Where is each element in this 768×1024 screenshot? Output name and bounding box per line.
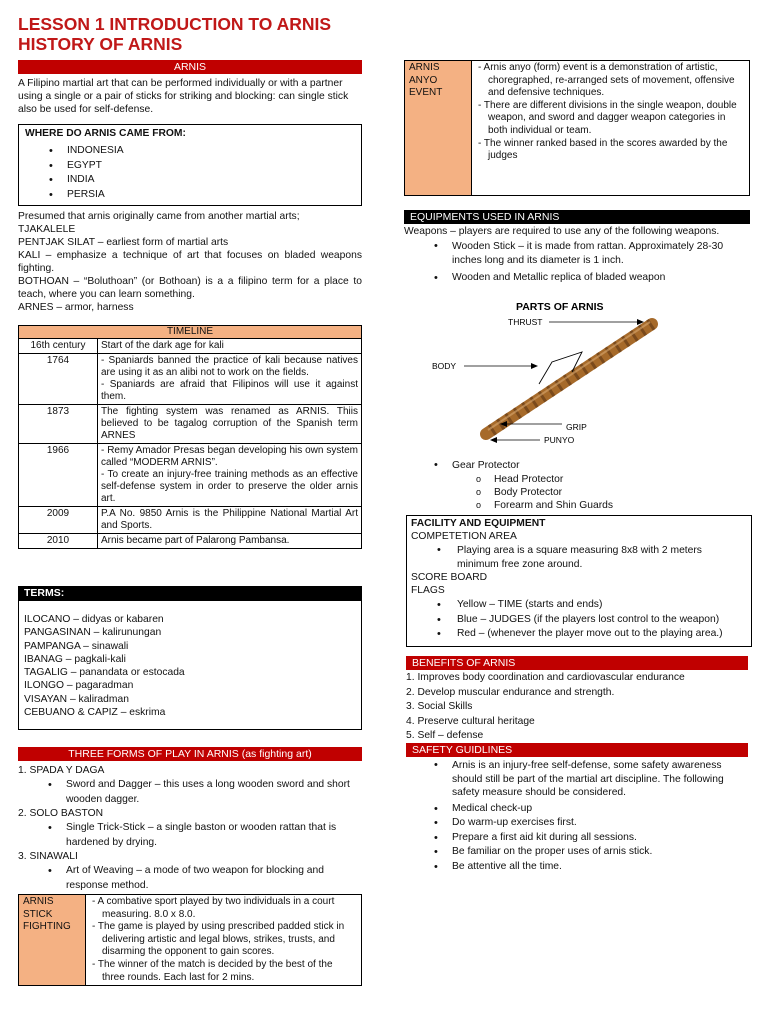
form-heading: 1. SPADA Y DAGA bbox=[18, 765, 105, 776]
terms-list bbox=[19, 601, 361, 719]
safety-item: • Be familiar on the proper uses of arnis stick. bbox=[404, 845, 750, 860]
flag-item: • Yellow – TIME (starts and ends) bbox=[407, 598, 751, 613]
term-item: TAGALIG – panandata or estocada bbox=[24, 667, 185, 679]
gear-list bbox=[404, 459, 750, 472]
safety-bar: SAFETY GUIDLINES bbox=[406, 743, 748, 757]
presumed-text: Presumed that arnis originally came from another martial arts; bbox=[18, 211, 300, 222]
bothoan-text: BOTHOAN – “Boluthoan” (or Bothoan) is a a filipino term for a place to teach, where you can learn something. bbox=[18, 276, 362, 300]
lesson-title bbox=[18, 14, 331, 54]
form-desc-list bbox=[18, 821, 362, 850]
safety-item: • Arnis is an injury-free self-defense, some safety awareness should still be part of the martial art discipline. The following safety measure should be considered. bbox=[404, 759, 750, 800]
event-item: - A combative sport played by two individuals in a court measuring. 8.0 x 8.0. bbox=[92, 896, 335, 920]
benefits-bar: BENEFITS OF ARNIS bbox=[406, 656, 748, 670]
event-item: - The winner of the match is decided by the best of the three rounds. Each last for 2 mins. bbox=[92, 958, 333, 983]
term-item: PANGASINAN – kalirunungan bbox=[24, 627, 162, 639]
body-label: BODY bbox=[432, 361, 457, 371]
grip-label: GRIP bbox=[566, 422, 587, 432]
form-desc-list bbox=[18, 778, 362, 807]
form-desc: • Sword and Dagger – this uses a long wooden sword and short wooden dagger. bbox=[18, 778, 362, 807]
forms-bar: THREE FORMS OF PLAY IN ARNIS (as fighting art) bbox=[18, 747, 362, 761]
timeline-year: 2009 bbox=[19, 507, 98, 534]
safety-item: • Medical check-up bbox=[404, 802, 750, 817]
timeline-year: 16th century bbox=[19, 339, 98, 354]
terms-box bbox=[18, 600, 362, 730]
terms-bar: TERMS: bbox=[18, 586, 362, 600]
term-item: CEBUANO & CAPIZ – eskrima bbox=[24, 707, 166, 719]
stick-shape bbox=[486, 324, 652, 434]
kali-text: KALI – emphasize a technique of art that focuses on bladed weapons fighting. bbox=[18, 250, 362, 274]
timeline-text: Start of the dark age for kali bbox=[98, 339, 362, 354]
equipment-bar: EQUIPMENTS USED IN ARNIS bbox=[404, 210, 750, 224]
benefit-item: 2. Develop muscular endurance and strength. bbox=[406, 686, 615, 698]
anyo-event-table bbox=[404, 60, 750, 196]
term-item: ILOCANO – didyas or kabaren bbox=[24, 614, 164, 625]
weapons-list bbox=[404, 240, 750, 286]
origin-item: • INDIA bbox=[19, 173, 361, 188]
term-item: PAMPANGA – sinawali bbox=[24, 640, 129, 652]
facility-heading: FACILITY AND EQUIPMENT bbox=[411, 518, 546, 529]
area-desc: • Playing area is a square measuring 8x8 with 2 meters minimum free zone around. bbox=[407, 544, 751, 571]
safety-item: • Be attentive all the time. bbox=[404, 860, 750, 875]
timeline-year: 2010 bbox=[19, 534, 98, 549]
benefit-item: 5. Self – defense bbox=[406, 730, 484, 741]
timeline-header: TIMELINE bbox=[18, 325, 362, 339]
area-list bbox=[407, 544, 751, 571]
gear-items bbox=[404, 473, 750, 512]
anyo-event-label: ARNIS ANYO EVENT bbox=[405, 61, 472, 196]
flag-item: • Red – (whenever the player move out to the playing area.) bbox=[407, 627, 751, 642]
timeline-row bbox=[19, 339, 362, 354]
gear-protector: • Gear Protector bbox=[404, 459, 750, 472]
punyo-arrowhead bbox=[490, 437, 497, 443]
thrust-label: THRUST bbox=[508, 317, 543, 327]
safety-item: • Prepare a first aid kit during all sessions. bbox=[404, 831, 750, 846]
arnes-text: ARNES – armor, harness bbox=[18, 302, 134, 313]
timeline-table-wrap bbox=[18, 325, 362, 549]
timeline-year: 1764 bbox=[19, 354, 98, 405]
term-item: ILONGO – pagaradman bbox=[24, 680, 134, 692]
weapon-item: • Wooden and Metallic replica of bladed weapon bbox=[404, 271, 750, 286]
anyo-event-body bbox=[472, 61, 750, 196]
benefit-item: 3. Social Skills bbox=[406, 701, 473, 712]
form-heading: 3. SINAWALI bbox=[18, 851, 78, 862]
body-arrowhead bbox=[531, 363, 538, 369]
timeline-row bbox=[19, 534, 362, 549]
forms-list bbox=[18, 764, 362, 893]
timeline-year: 1966 bbox=[19, 444, 98, 507]
gear-item: o Head Protector bbox=[404, 473, 750, 486]
timeline-text: - Remy Amador Presas began developing his own system called “MODERM ARNIS”. - To create an injury-free training methods as an effective self-defense system in order to preserve the older arnis art. bbox=[98, 444, 362, 507]
score-board: SCORE BOARD bbox=[411, 572, 488, 583]
punyo-label: PUNYO bbox=[544, 435, 575, 445]
form-heading: 2. SOLO BASTON bbox=[18, 808, 104, 819]
facility-box bbox=[406, 515, 752, 647]
origin-list bbox=[19, 144, 361, 202]
arnis-definition: A Filipino martial art that can be performed individually or with a partner using a single or a pair of sticks for striking and blocking: can single stick also be used for self-defense. bbox=[18, 78, 349, 115]
stick-fighting-table bbox=[18, 894, 362, 986]
timeline-table bbox=[18, 338, 362, 549]
event-item: - Arnis anyo (form) event is a demonstration of artistic, choregraphed, re-arranged sets of movement, offensive and defensive techniques. bbox=[478, 62, 735, 99]
benefit-item: 1. Improves body coordination and cardiovascular endurance bbox=[406, 672, 685, 683]
event-item: - The winner ranked based in the scores awarded by the judges bbox=[478, 137, 728, 162]
flags-list bbox=[407, 598, 751, 642]
timeline-text: Arnis became part of Palarong Pambansa. bbox=[98, 534, 362, 549]
flag-item: • Blue – JUDGES (if the players lost control to the weapon) bbox=[407, 613, 751, 628]
form-desc: • Single Trick-Stick – a single baston or wooden rattan that is hardened by drying. bbox=[18, 821, 362, 850]
weapon-item: • Wooden Stick – it is made from rattan. Approximately 28-30 inches long and its diameter is 1 inch. bbox=[404, 240, 750, 267]
origin-heading: WHERE DO ARNIS CAME FROM: bbox=[25, 128, 186, 139]
timeline-row bbox=[19, 444, 362, 507]
diagram-title: PARTS OF ARNIS bbox=[516, 301, 604, 313]
form-desc: • Art of Weaving – a mode of two weapon for blocking and response method. bbox=[18, 864, 362, 893]
history-text bbox=[18, 210, 362, 314]
benefits-list bbox=[406, 671, 750, 744]
timeline-text: The fighting system was renamed as ARNIS. Thiis believed to be tagalog corruption of the Spanish term ARNES bbox=[98, 405, 362, 444]
flags-heading: FLAGS bbox=[411, 585, 445, 596]
timeline-year: 1873 bbox=[19, 405, 98, 444]
pentjak-text: PENTJAK SILAT – earliest form of martial arts bbox=[18, 237, 229, 248]
event-item: - There are different divisions in the single weapon, double weapon, and sword and dagger weapon categories in both individual or team. bbox=[478, 99, 737, 136]
safety-list bbox=[404, 759, 750, 874]
term-item: IBANAG – pagkali-kali bbox=[24, 653, 126, 665]
tjakalele-text: TJAKALELE bbox=[18, 224, 76, 235]
origin-box bbox=[18, 124, 362, 206]
stick-fighting-body bbox=[86, 895, 362, 986]
parts-of-arnis-diagram bbox=[404, 292, 752, 452]
origin-item: • PERSIA bbox=[19, 188, 361, 203]
weapons-intro: Weapons – players are required to use any of the following weapons. bbox=[404, 226, 720, 237]
term-item: VISAYAN – kaliradman bbox=[24, 693, 129, 705]
timeline-row bbox=[19, 405, 362, 444]
benefit-item: 4. Preserve cultural heritage bbox=[406, 715, 535, 727]
origin-item: • INDONESIA bbox=[19, 144, 361, 159]
gear-item: o Body Protector bbox=[404, 486, 750, 499]
event-item: - The game is played by using prescribed padded stick in delivering artistic and legal blows, strikes, trusts, and disarming the opponent to gain scores. bbox=[92, 921, 345, 958]
timeline-text: P.A No. 9850 Arnis is the Philippine National Martial Art and Sports. bbox=[98, 507, 362, 534]
title-line-2: HISTORY OF ARNIS bbox=[18, 34, 183, 54]
stick-highlight bbox=[488, 322, 650, 430]
timeline-row bbox=[19, 507, 362, 534]
timeline-row bbox=[19, 354, 362, 405]
form-desc-list bbox=[18, 864, 362, 893]
safety-item: • Do warm-up exercises first. bbox=[404, 816, 750, 831]
competition-area: COMPETETION AREA bbox=[411, 531, 517, 542]
timeline-text: - Spaniards banned the practice of kali because natives are using it as an alibi not to work on the fields. - Spaniards are afraid that Filipinos will use it against them. bbox=[98, 354, 362, 405]
stick-fighting-label: ARNIS STICK FIGHTING bbox=[19, 895, 86, 986]
gear-item: o Forearm and Shin Guards bbox=[404, 499, 750, 512]
title-line-1: LESSON 1 INTRODUCTION TO ARNIS bbox=[18, 14, 332, 34]
origin-item: • EGYPT bbox=[19, 159, 361, 174]
arnis-section-bar: ARNIS bbox=[18, 60, 362, 74]
